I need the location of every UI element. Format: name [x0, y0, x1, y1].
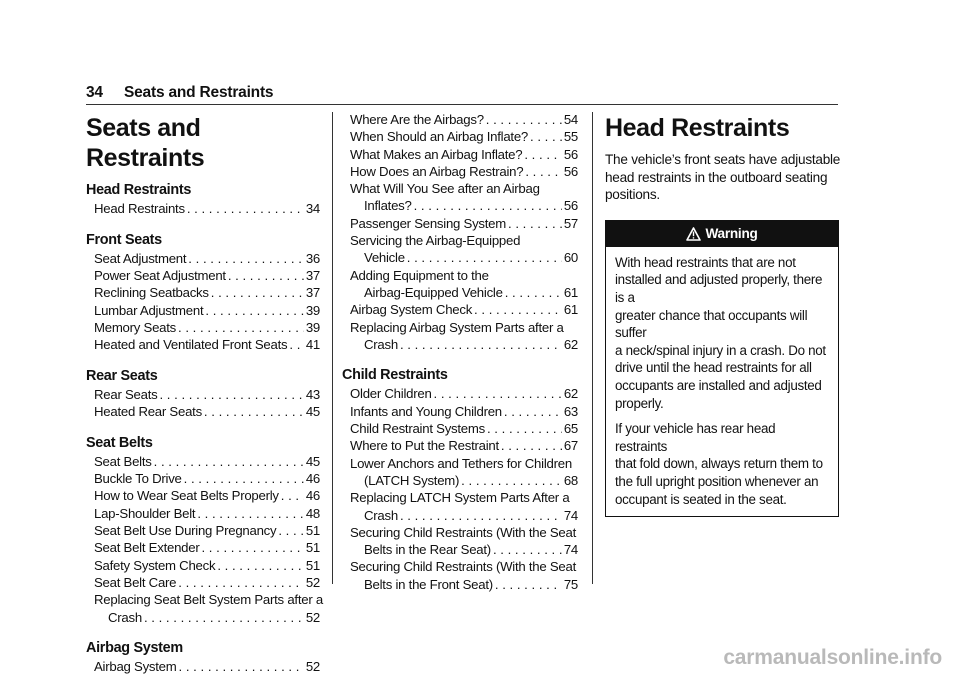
toc-entry[interactable]	[342, 576, 578, 593]
toc-page-number: 67	[563, 438, 578, 454]
toc-page-number: 54	[563, 112, 578, 127]
toc-page-number: 68	[563, 472, 578, 488]
dot-leader	[486, 111, 562, 128]
warning-label: Warning	[705, 225, 758, 241]
toc-entry[interactable]	[342, 249, 578, 266]
toc-page-number: 51	[305, 523, 320, 539]
intro-line: The vehicle’s front seats have adjustable	[605, 152, 841, 167]
toc-entry-label: Safety System Check	[94, 557, 216, 573]
toc-page-number: 61	[563, 284, 578, 300]
toc-entry-line1[interactable]: Securing Child Restraints (With the Seat	[350, 559, 577, 575]
toc-page-number: 37	[305, 285, 320, 301]
toc-page-number: 55	[563, 129, 578, 145]
toc-entry[interactable]	[86, 386, 320, 403]
header-section-title: Seats and Restraints	[124, 84, 274, 101]
dot-leader	[414, 197, 562, 214]
dot-leader	[197, 505, 304, 522]
warning-line: installed and adjusted properly, there is a	[615, 272, 823, 305]
toc-entry-label: Airbag System	[94, 659, 177, 675]
toc-page-number: 63	[563, 403, 578, 419]
toc-entry-label: Heated and Ventilated Front Seats	[94, 337, 288, 353]
toc-entry-label: Belts in the Rear Seat)	[364, 542, 491, 558]
toc-page-number: 39	[305, 320, 320, 336]
toc-entry-label: Seat Belt Extender	[94, 540, 200, 556]
toc-entry[interactable]	[342, 507, 578, 524]
toc-entry[interactable]	[342, 197, 578, 214]
column-divider	[332, 112, 333, 584]
toc-page-number: 46	[305, 488, 320, 504]
dot-leader	[495, 576, 562, 593]
toc-entry[interactable]	[86, 487, 320, 504]
toc-entry[interactable]	[342, 301, 578, 318]
dot-leader	[281, 487, 304, 504]
header-rule	[86, 104, 838, 105]
dot-leader	[530, 128, 562, 145]
toc-entry-line1[interactable]: What Will You See after an Airbag	[350, 181, 540, 197]
toc-page-number: 65	[563, 421, 578, 437]
dot-leader	[211, 284, 304, 301]
toc-page-number: 41	[305, 337, 320, 353]
warning-line: occupants are installed and adjusted	[615, 377, 822, 393]
toc-page-number: 36	[305, 250, 320, 266]
toc-entry-label: Belts in the Front Seat)	[364, 576, 493, 592]
toc-page-number: 45	[305, 404, 320, 420]
toc-entry-label: Crash	[364, 507, 398, 523]
toc-entry-label: How to Wear Seat Belts Properly	[94, 488, 279, 504]
warning-line: occupant is seated in the seat.	[615, 491, 787, 507]
toc-entry[interactable]	[86, 250, 320, 267]
toc-entry-label: Rear Seats	[94, 386, 158, 402]
toc-entry[interactable]	[86, 336, 320, 353]
toc-entry-label: Vehicle	[364, 250, 405, 266]
warning-header	[606, 221, 838, 247]
toc-entry[interactable]	[86, 609, 320, 626]
dot-leader	[184, 470, 304, 487]
toc-entry-label: Head Restraints	[94, 201, 185, 217]
toc-entry-label: What Makes an Airbag Inflate?	[350, 146, 523, 162]
toc-entry[interactable]	[342, 403, 578, 420]
toc-entry-label: Seat Belt Care	[94, 574, 177, 590]
intro-line: head restraints in the outboard seating	[605, 169, 828, 185]
toc-entry-label: Power Seat Adjustment	[94, 268, 226, 284]
warning-body	[606, 247, 838, 516]
toc-column-1	[86, 113, 323, 675]
toc-entry-label: Where to Put the Restraint	[350, 438, 499, 454]
toc-entry[interactable]	[342, 437, 578, 454]
page-header	[86, 84, 273, 102]
toc-section-heading: Head Restraints	[86, 182, 192, 198]
intro-line: positions.	[605, 187, 660, 203]
toc-entry-label: Reclining Seatbacks	[94, 285, 209, 301]
toc-entry-line1[interactable]: Replacing LATCH System Parts After a	[350, 490, 570, 506]
toc-entry[interactable]	[86, 505, 320, 522]
dot-leader	[228, 267, 304, 284]
toc-entry[interactable]	[342, 385, 578, 402]
dot-leader	[178, 319, 304, 336]
toc-entry[interactable]	[342, 284, 578, 301]
toc-entry-label: Lap-Shoulder Belt	[94, 505, 196, 521]
toc-entry-label: Child Restraint Systems	[350, 421, 485, 437]
toc-page-number: 45	[305, 453, 320, 469]
dot-leader	[154, 453, 304, 470]
dot-leader	[474, 301, 562, 318]
toc-page-number: 39	[305, 302, 320, 318]
toc-entry[interactable]	[86, 574, 320, 591]
toc-entry[interactable]	[86, 522, 320, 539]
toc-entry-label: Inflates?	[364, 198, 412, 214]
toc-entry[interactable]	[342, 128, 578, 145]
toc-entry-label: When Should an Airbag Inflate?	[350, 129, 528, 145]
dot-leader	[179, 658, 304, 675]
toc-entry[interactable]	[86, 200, 320, 217]
warning-line: the full upright position whenever an	[615, 473, 819, 489]
article-title: Head Restraints	[605, 114, 790, 142]
toc-entry[interactable]	[342, 472, 578, 489]
toc-section-heading: Rear Seats	[86, 367, 158, 384]
toc-page-number: 48	[305, 505, 320, 521]
warning-line: a neck/spinal injury in a crash. Do not	[615, 342, 826, 358]
toc-page-number: 56	[563, 146, 578, 162]
toc-page-number: 62	[563, 336, 578, 352]
toc-entry[interactable]	[86, 284, 320, 301]
dot-leader	[278, 522, 303, 539]
toc-entry[interactable]	[86, 319, 320, 336]
toc-entry[interactable]	[342, 336, 578, 353]
toc-page-number: 51	[305, 557, 320, 573]
toc-page-number: 75	[563, 576, 578, 592]
toc-entry[interactable]	[342, 420, 578, 437]
toc-entry-label: (LATCH System)	[364, 472, 460, 488]
warning-line: that fold down, always return them to	[615, 456, 823, 472]
toc-entry-label: How Does an Airbag Restrain?	[350, 163, 524, 179]
toc-page-number: 56	[563, 163, 578, 179]
toc-page-number: 34	[305, 201, 320, 217]
toc-entry[interactable]	[342, 163, 578, 180]
warning-line: If your vehicle has rear head restraints	[615, 421, 776, 454]
toc-section-heading: Seat Belts	[86, 434, 153, 451]
toc-entry-line1[interactable]: Lower Anchors and Tethers for Children	[350, 455, 572, 471]
toc-entry[interactable]	[86, 470, 320, 487]
toc-section-heading: Airbag System	[86, 639, 183, 656]
toc-entry[interactable]	[86, 453, 320, 470]
dot-leader	[178, 574, 304, 591]
toc-entry-label: Passenger Sensing System	[350, 215, 506, 231]
toc-page-number: 56	[563, 198, 578, 214]
chapter-title: Seats and Restraints	[86, 114, 205, 172]
toc-page-number: 74	[563, 507, 578, 523]
dot-leader	[524, 146, 561, 163]
dot-leader	[217, 557, 304, 574]
page-number: 34	[86, 84, 103, 101]
toc-entry-line1[interactable]: Adding Equipment to the	[350, 267, 489, 283]
toc-entry-label: Heated Rear Seats	[94, 404, 202, 420]
toc-entry[interactable]	[86, 302, 320, 319]
toc-entry[interactable]	[86, 557, 320, 574]
warning-triangle-icon	[686, 227, 701, 241]
warning-paragraph	[615, 254, 830, 412]
dot-leader	[188, 250, 304, 267]
toc-entry[interactable]	[342, 541, 578, 558]
toc-entry[interactable]	[342, 146, 578, 163]
dot-leader	[400, 507, 562, 524]
toc-entry-label: Crash	[364, 336, 398, 352]
warning-line: greater chance that occupants will suffer	[615, 307, 808, 341]
toc-entry[interactable]	[86, 658, 320, 675]
dot-leader	[201, 539, 303, 556]
dot-leader	[187, 200, 304, 217]
toc-entry-line1[interactable]: Securing Child Restraints (With the Seat	[350, 524, 577, 540]
toc-entry-label: Seat Belt Use During Pregnancy	[94, 523, 277, 539]
dot-leader	[289, 336, 303, 353]
toc-entry-label: Buckle To Drive	[94, 471, 182, 487]
toc-entry-label: Seat Adjustment	[94, 250, 187, 266]
toc-entry-label: Memory Seats	[94, 320, 177, 336]
dot-leader	[144, 609, 304, 626]
toc-entry-label: Seat Belts	[94, 453, 152, 469]
toc-entry-line1[interactable]: Servicing the Airbag-Equipped	[350, 233, 521, 249]
toc-page-number: 43	[305, 386, 320, 402]
toc-entry-line1[interactable]: Replacing Seat Belt System Parts after a	[94, 592, 323, 608]
toc-entry-label: Lumbar Adjustment	[94, 302, 204, 318]
toc-entry-label: Older Children	[350, 386, 432, 402]
toc-entry-line1[interactable]: Replacing Airbag System Parts after a	[350, 319, 564, 335]
toc-entry-label: Airbag System Check	[350, 302, 473, 318]
toc-page-number: 62	[563, 386, 578, 402]
dot-leader	[505, 284, 562, 301]
dot-leader	[493, 541, 562, 558]
dot-leader	[508, 215, 562, 232]
toc-section-heading: Child Restraints	[342, 367, 448, 384]
warning-line: With head restraints that are not	[615, 254, 796, 270]
toc-column-2	[342, 111, 578, 593]
dot-leader	[400, 336, 562, 353]
toc-page-number: 46	[305, 471, 320, 487]
toc-page-number: 52	[305, 609, 320, 625]
warning-line: properly.	[615, 395, 664, 411]
toc-entry[interactable]	[86, 403, 320, 420]
toc-entry-label: Where Are the Airbags?	[350, 112, 484, 127]
column-divider	[592, 112, 593, 584]
warning-box	[605, 220, 839, 517]
dot-leader	[407, 249, 562, 266]
toc-page-number: 51	[305, 540, 320, 556]
dot-leader	[504, 403, 562, 420]
toc-page-number: 37	[305, 268, 320, 284]
article-intro	[605, 151, 841, 204]
toc-entry-label: Infants and Young Children	[350, 403, 502, 419]
warning-paragraph	[615, 420, 830, 508]
toc-page-number: 74	[563, 542, 578, 558]
toc-page-number: 57	[563, 215, 578, 231]
dot-leader	[501, 437, 562, 454]
toc-entry[interactable]	[86, 267, 320, 284]
toc-entry-label: Crash	[108, 609, 142, 625]
dot-leader	[205, 302, 303, 319]
toc-entry[interactable]	[342, 215, 578, 232]
dot-leader	[461, 472, 562, 489]
warning-line: drive until the head restraints for all	[615, 360, 812, 376]
dot-leader	[525, 163, 562, 180]
dot-leader	[434, 385, 562, 402]
toc-entry[interactable]	[342, 111, 578, 128]
toc-page-number: 60	[563, 250, 578, 266]
dot-leader	[159, 386, 303, 403]
dot-leader	[204, 403, 304, 420]
toc-page-number: 52	[305, 574, 320, 590]
toc-entry[interactable]	[86, 539, 320, 556]
dot-leader	[487, 420, 562, 437]
toc-section-heading: Front Seats	[86, 231, 162, 248]
article-column	[605, 113, 841, 517]
toc-page-number: 52	[305, 659, 320, 675]
watermark: carmanualsonline.info	[723, 646, 942, 669]
toc-entry-label: Airbag-Equipped Vehicle	[364, 284, 503, 300]
toc-page-number: 61	[563, 302, 578, 318]
